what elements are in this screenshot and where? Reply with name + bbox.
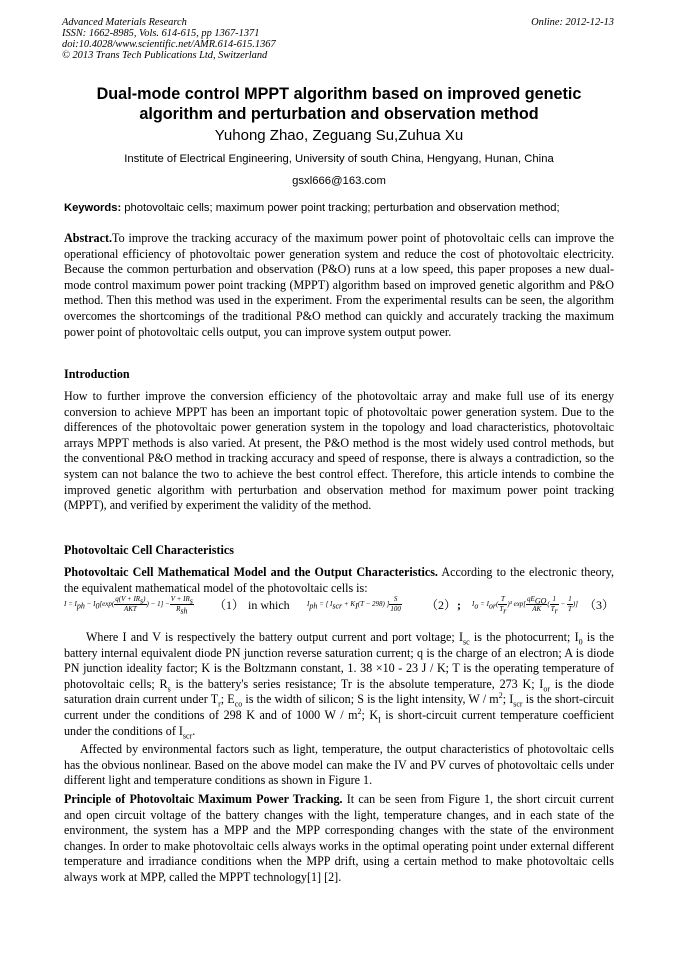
- journal-doi: doi:10.4028/www.scientific.net/AMR.614-615.1367: [62, 39, 276, 50]
- authors: Yuhong Zhao, Zeguang Su,Zuhua Xu: [214, 127, 464, 144]
- journal-issn: ISSN: 1662-8985, Vols. 614-615, pp 1367-1371: [62, 28, 260, 39]
- email-link[interactable]: gsxl666@163.com: [292, 175, 386, 187]
- online-date: Online: 2012-12-13: [531, 17, 614, 28]
- paper-title: [40, 84, 638, 124]
- model-text: According to the electronic theory, the equivalent mathematical model of the photovoltaic cells is:: [64, 565, 614, 595]
- equation-separator: ;: [457, 598, 461, 612]
- affected-paragraph: Affected by environmental factors such as light, temperature, the output characteristics of photovoltaic cells has the obvious nonlinear. Based on the above model can make the IV and PV curves of photovoltaic cells under different light and temperature conditions as shown in Figure 1.: [64, 742, 614, 788]
- journal-copyright: © 2013 Trans Tech Publications Ltd, Switzerland: [62, 50, 268, 61]
- where-paragraph: Where I and V is respectively the battery output current and port voltage; $I_{sc}$ is the photocurrent; $I_0$ is the battery internal equivalent diode PN junction reverse saturation current; q is the charge of an electron; A is diode PN junction ideality factor; K is the Boltzmann constant, 1. 38 ×10 - 23 J / K; T is the operating temperature of photovoltaic cells; $R_s$ is the battery's series resistance; Tr is the absolute temperature, 273 K; $I_{or}$ is the diode saturation drain current under $T_r$; $E_{co}$ is the width of silicon; S is the light intensity, W / $m^2$; $I_{scr}$ is the short-circuit current under the conditions of 298 K and of 1000 W / $m^2$; $K_I$ is short-circuit current temperature coefficient under the conditions of $I_{scr}$.: [64, 630, 615, 740]
- equation-1-number: （1）: [214, 598, 245, 612]
- keywords-label: Keywords:: [64, 202, 122, 214]
- keywords-line: [64, 201, 624, 215]
- equation-2-number: （2）: [426, 598, 457, 612]
- abstract-text: To improve the tracking accuracy of the maximum power point of photovoltaic cells can improve the operational efficiency of photovoltaic power generation system and reduce the cost of photovoltaic electricity. Because the common perturbation and observation (P&O) runs at a low speed, this paper proposes a new dual-mode control maximum power point tracking (MPPT) algorithm based on improved genetic algorithm and P&O method. Then this method was used in the experiment. From the experimental results can be seen, the algorithm overcomes the shortcomings of the traditional P&O method can quickly and accurately tracking the maximum power point of photovoltaic cells output, you can improve system output power.: [64, 231, 614, 339]
- intro-heading: Introduction: [64, 367, 130, 381]
- principle-label: Principle of Photovoltaic Maximum Power Tracking.: [64, 792, 343, 806]
- abstract-label: Abstract.: [64, 231, 113, 245]
- model-label: Photovoltaic Cell Mathematical Model and the Output Characteristics.: [64, 565, 438, 579]
- keywords-text: photovoltaic cells; maximum power point tracking; perturbation and observation method;: [121, 202, 560, 214]
- equation-1: $I = I_{ph} - I_0[\exp$( $\frac{q(V + IR_s)}{\text{AKT}}$ ) − 1] − $\frac{V + IR_s}{R_{sh}}$: [64, 595, 193, 616]
- title-line-2: algorithm and perturbation and observation method: [139, 105, 539, 123]
- principle-paragraph: [64, 792, 614, 886]
- equation-3-number: （3）: [584, 598, 615, 612]
- equation-2: $I_{ph}$ = [ $I_{scr} + K_I(T - 298)$ ] $\frac{S}{100}$: [307, 595, 401, 613]
- abstract: [64, 231, 614, 340]
- pv-heading: Photovoltaic Cell Characteristics: [64, 543, 234, 557]
- title-line-1: Dual-mode control MPPT algorithm based on improved genetic: [96, 85, 582, 103]
- model-paragraph: [64, 565, 614, 596]
- intro-paragraph: How to further improve the conversion efficiency of the photovoltaic array and make full use of its energy conversion to achieve MPPT has been an important topic of photovoltaic power generation system. Due to the differences of the photovoltaic power generation system in the topology and load characteristics, photovoltaic arrays MPPT methods is also varied. At present, the P&O method is the most widely used control methods, but the conventional P&O method in tracking accuracy and speed of response, there is always a contradiction, so the system can not balance the two to achieve the best control effect. Therefore, this article intends to combine the improved genetic algorithm with perturbation and observation method for maximum power point tracking (MPPT), and verified by experiment the validity of the method.: [64, 389, 614, 513]
- equation-3: $I_o = I_{or}$( $\frac{T}{T_r}$ )³ exp[ $\frac{qE_{GO}}{AK}$ ( $\frac{1}{T_r}$ − $\frac{1}{T}$ )]: [472, 595, 578, 616]
- principle-text: It can be seen from Figure 1, the short circuit current and open circuit voltage of the battery changes with the light, temperature changes, and in each state of the environment, the system has a MPP and the MPP corresponding changes with the state of the environment changes. In order to make photovoltaic cells always works in the optimal operating point under external different temperature and irradiance conditions when the MPP drift, using a certain method to make photovoltaic cells always work at MPP, called the MPPT technology[1] [2].: [64, 792, 614, 884]
- in-which-text: in which: [248, 598, 290, 612]
- journal-name: Advanced Materials Research: [62, 17, 187, 28]
- equations-row: [64, 595, 616, 621]
- journal-header: [62, 17, 276, 61]
- affiliation: Institute of Electrical Engineering, University of south China, Hengyang, Hunan, China: [124, 153, 554, 165]
